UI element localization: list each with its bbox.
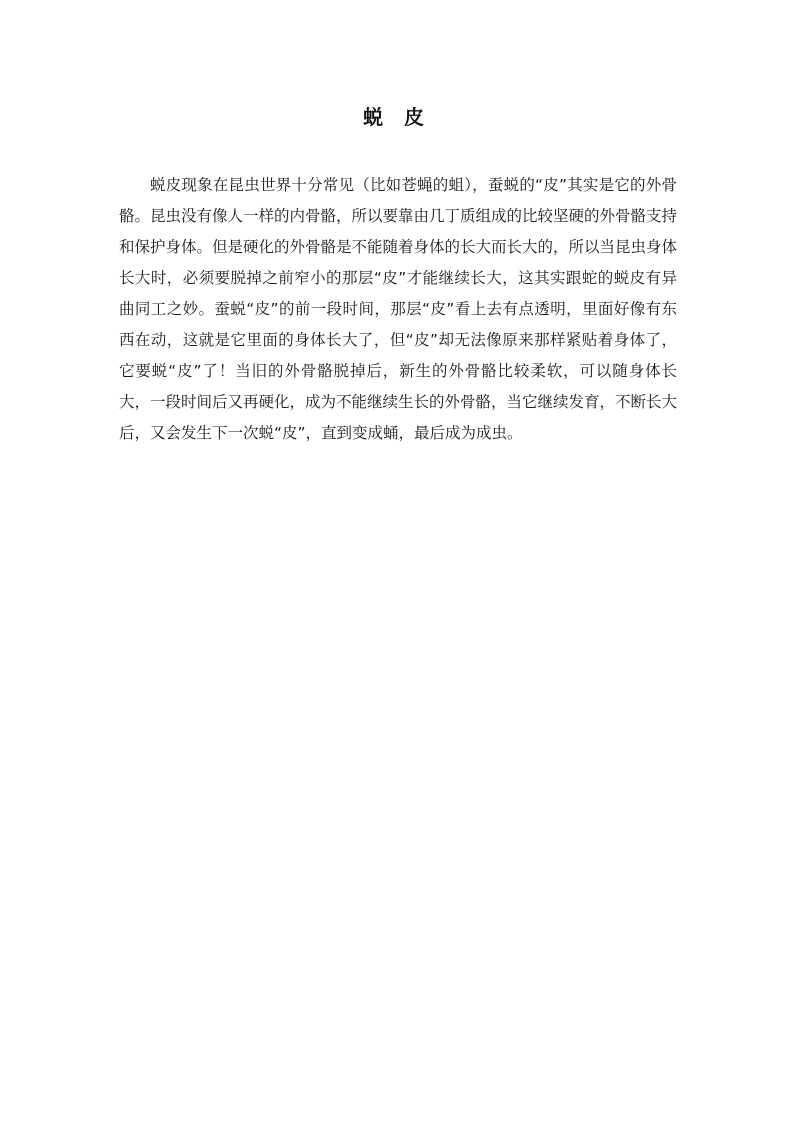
body-paragraph: 蜕皮现象在昆虫世界十分常见（比如苍蝇的蛆），蚕蜕的“皮”其实是它的外骨骼。昆虫没有像人一样的内骨骼，所以要靠由几丁质组成的比较坚硬的外骨骼支持和保护身体。但是硬化的外骨骼是不能随着身体的长大而长大的，所以当昆虫身体长大时，必须要脱掉之前窄小的那层“皮”才能继续长大，这其实跟蛇的蜕皮有异曲同工之妙。蚕蜕“皮”的前一段时间，那层“皮”看上去有点透明，里面好像有东西在动，这就是它里面的身体长大了，但“皮”却无法像原来那样紧贴着身体了，它要蜕“皮”了！当旧的外骨骼脱掉后，新生的外骨骼比较柔软，可以随身体长大，一段时间后又再硬化，成为不能继续生长的外骨骼，当它继续发育，不断长大后，又会发生下一次蜕“皮”，直到变成蛹，最后成为成虫。 <box>119 176 678 442</box>
page-title: 蜕 皮 <box>363 105 431 129</box>
